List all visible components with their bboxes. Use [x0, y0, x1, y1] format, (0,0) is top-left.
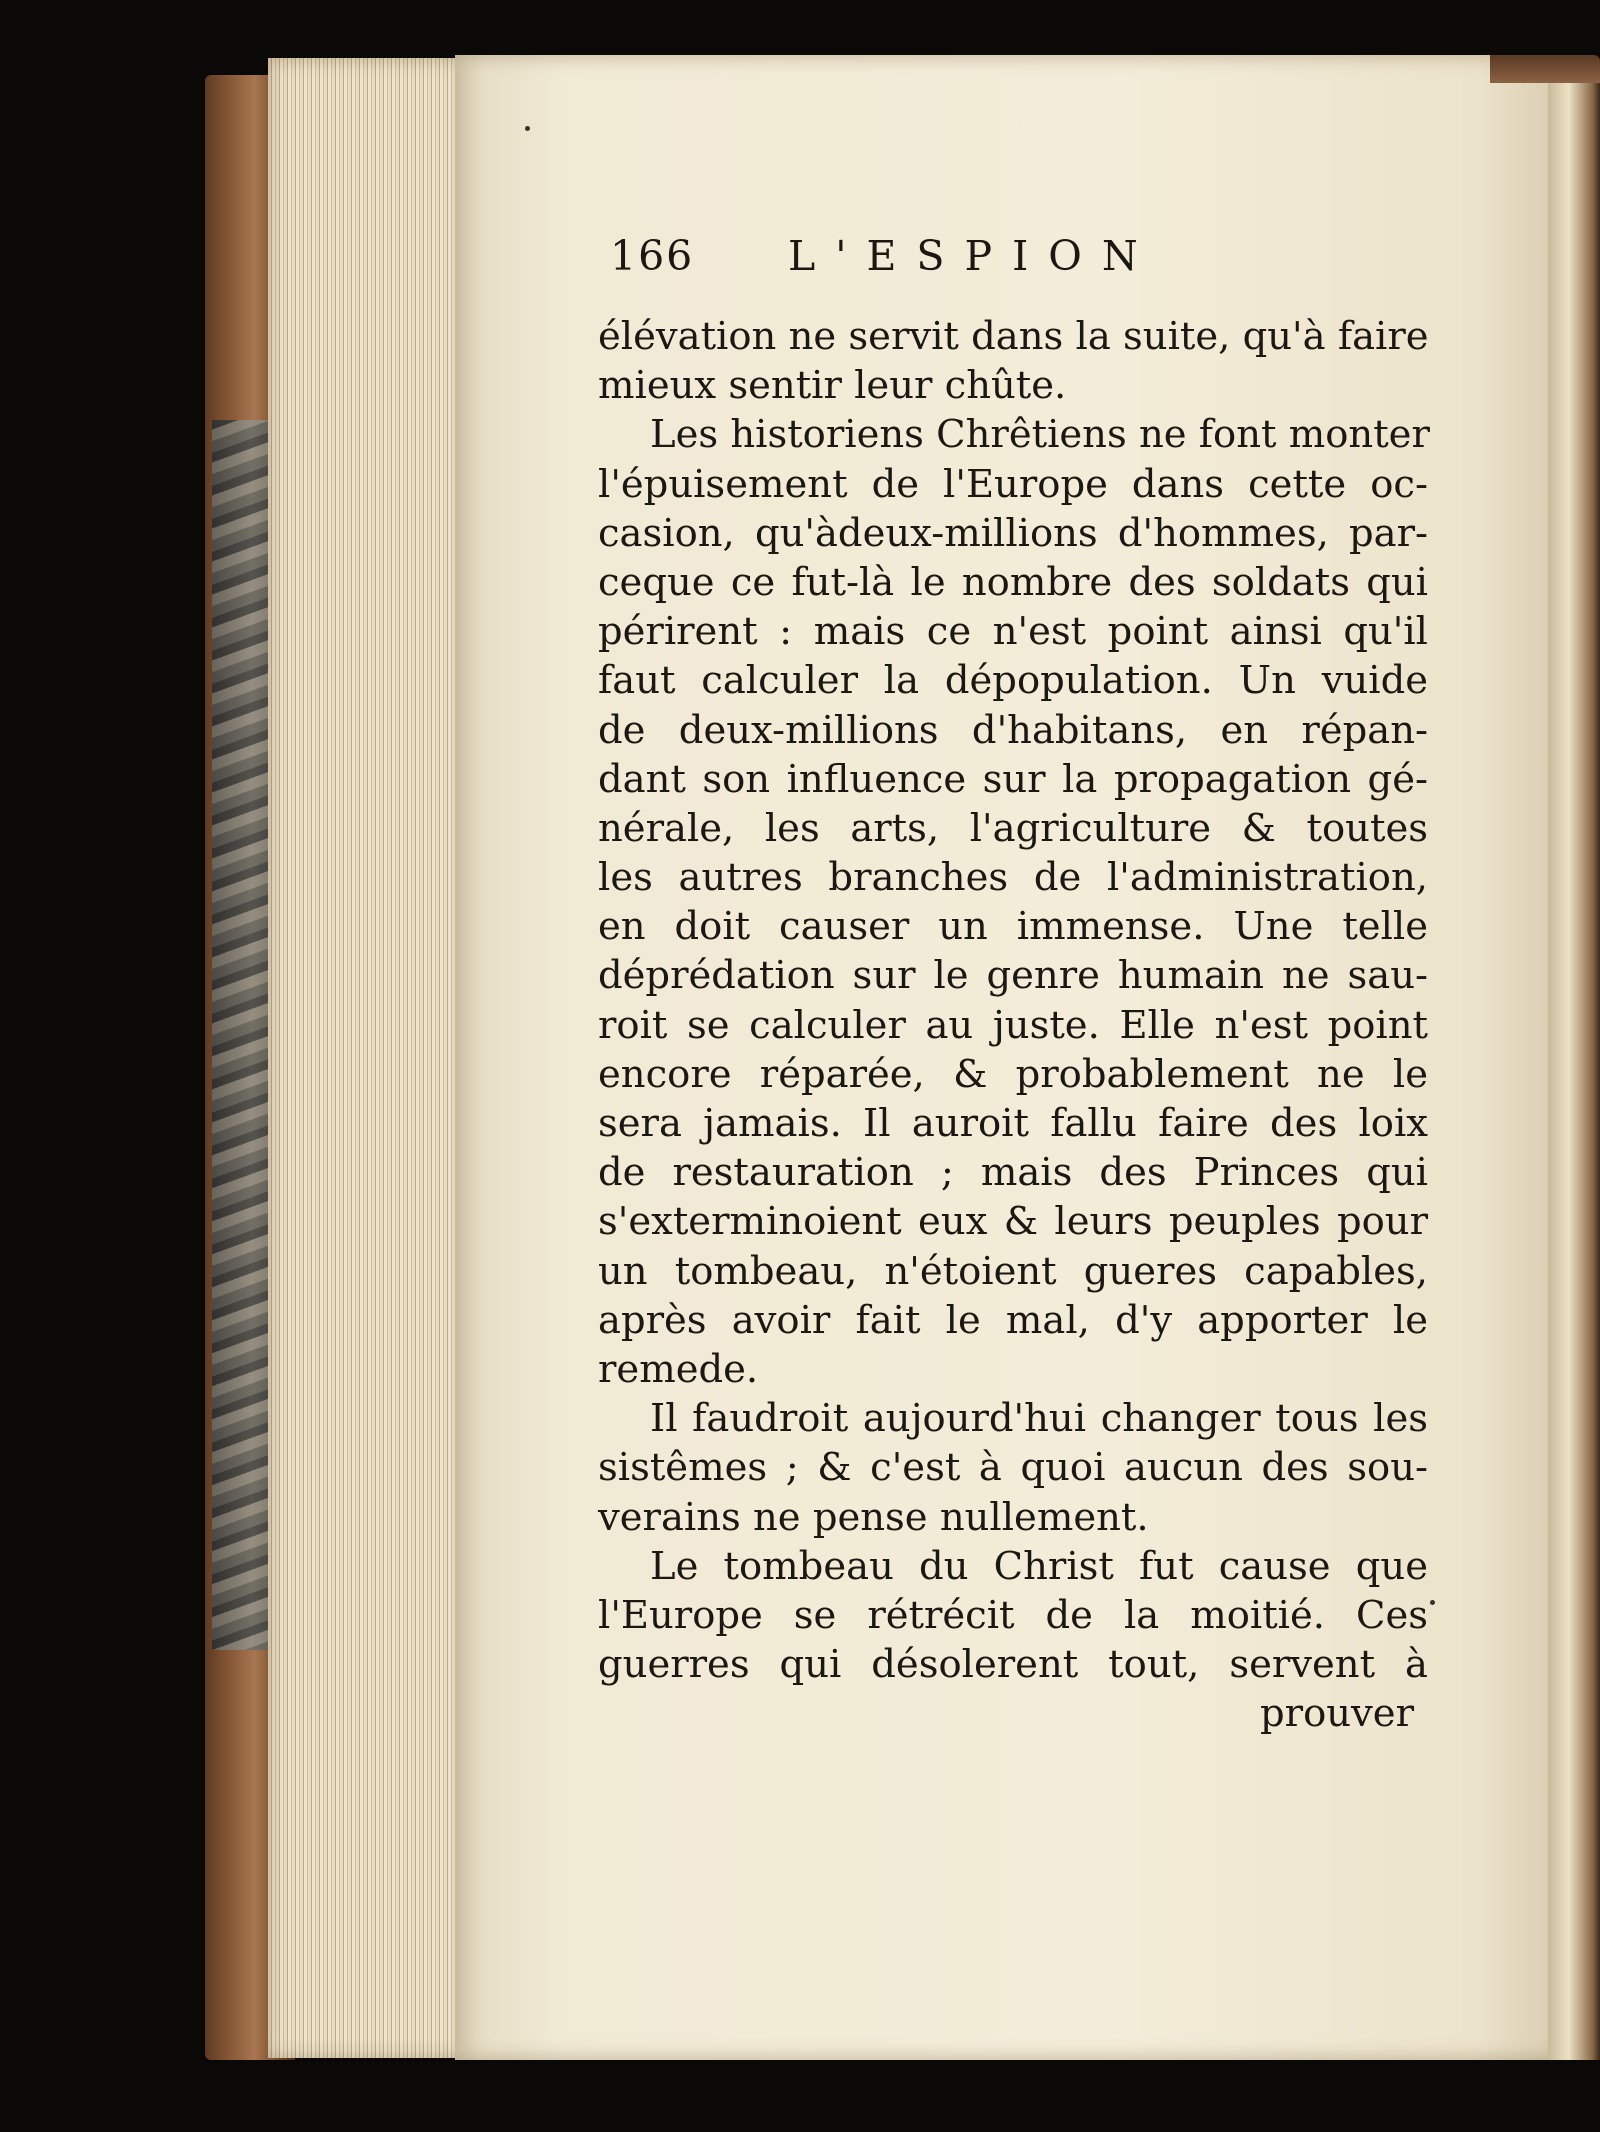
catchword: prouver: [1260, 1691, 1414, 1737]
text-line: de deux-millions d'habitans, en répan-: [598, 707, 1428, 753]
text-line: après avoir fait le mal, d'y apporter le: [598, 1297, 1428, 1343]
page-number: 166: [610, 232, 695, 280]
text-line: s'exterminoient eux & leurs peuples pour: [598, 1199, 1428, 1245]
text-line: dant son influence sur la propagation gé-: [598, 756, 1428, 802]
text-line: sera jamais. Il auroit fallu faire des loix: [598, 1101, 1428, 1146]
text-line: périrent : mais ce n'est point ainsi qu'il: [598, 609, 1428, 655]
text-line: ceque ce fut-là le nombre des soldats qui: [598, 559, 1428, 605]
text-line: verains ne pense nullement.: [598, 1494, 1149, 1540]
text-line: Il faudroit aujourd'hui changer tous les: [650, 1396, 1428, 1442]
text-line: en doit causer un immense. Une telle: [598, 904, 1428, 950]
text-line: sistêmes ; & c'est à quoi aucun des sou-: [598, 1445, 1428, 1491]
text-line: l'épuisement de l'Europe dans cette oc-: [598, 461, 1428, 507]
running-title: L'ESPION: [788, 232, 1158, 280]
text-line: élévation ne servit dans la suite, qu'à faire: [598, 314, 1429, 359]
text-line: nérale, les arts, l'agriculture & toutes: [598, 805, 1428, 851]
ink-speck: [1430, 1600, 1435, 1605]
text-line: les autres branches de l'administration,: [598, 855, 1428, 901]
text-line: Le tombeau du Christ fut cause que: [650, 1543, 1428, 1589]
ink-speck: [525, 126, 530, 131]
text-line: l'Europe se rétrécit de la moitié. Ces: [598, 1592, 1428, 1638]
text-line: roit se calculer au juste. Elle n'est point: [598, 1002, 1428, 1048]
text-line: Les historiens Chrêtiens ne font monter: [650, 412, 1430, 458]
text-line: de restauration ; mais des Princes qui: [598, 1150, 1428, 1196]
text-line: guerres qui désolerent tout, servent à: [598, 1642, 1428, 1688]
text-line: mieux sentir leur chûte.: [598, 363, 1067, 409]
text-line: faut calculer la dépopulation. Un vuide: [598, 658, 1428, 704]
facing-page-edge: [1548, 60, 1600, 2060]
page-header: [598, 232, 1428, 312]
text-line: casion, qu'àdeux-millions d'hommes, par-: [598, 510, 1428, 556]
page-text: [598, 232, 1428, 1738]
text-line: remede.: [598, 1346, 759, 1392]
body-text: [598, 312, 1428, 1689]
cover-corner: [1490, 55, 1600, 83]
text-line: encore réparée, & probablement ne le: [598, 1051, 1428, 1097]
page-edges: [268, 58, 468, 2058]
text-line: déprédation sur le genre humain ne sau-: [598, 953, 1428, 999]
text-line: un tombeau, n'étoient gueres capables,: [598, 1248, 1428, 1294]
